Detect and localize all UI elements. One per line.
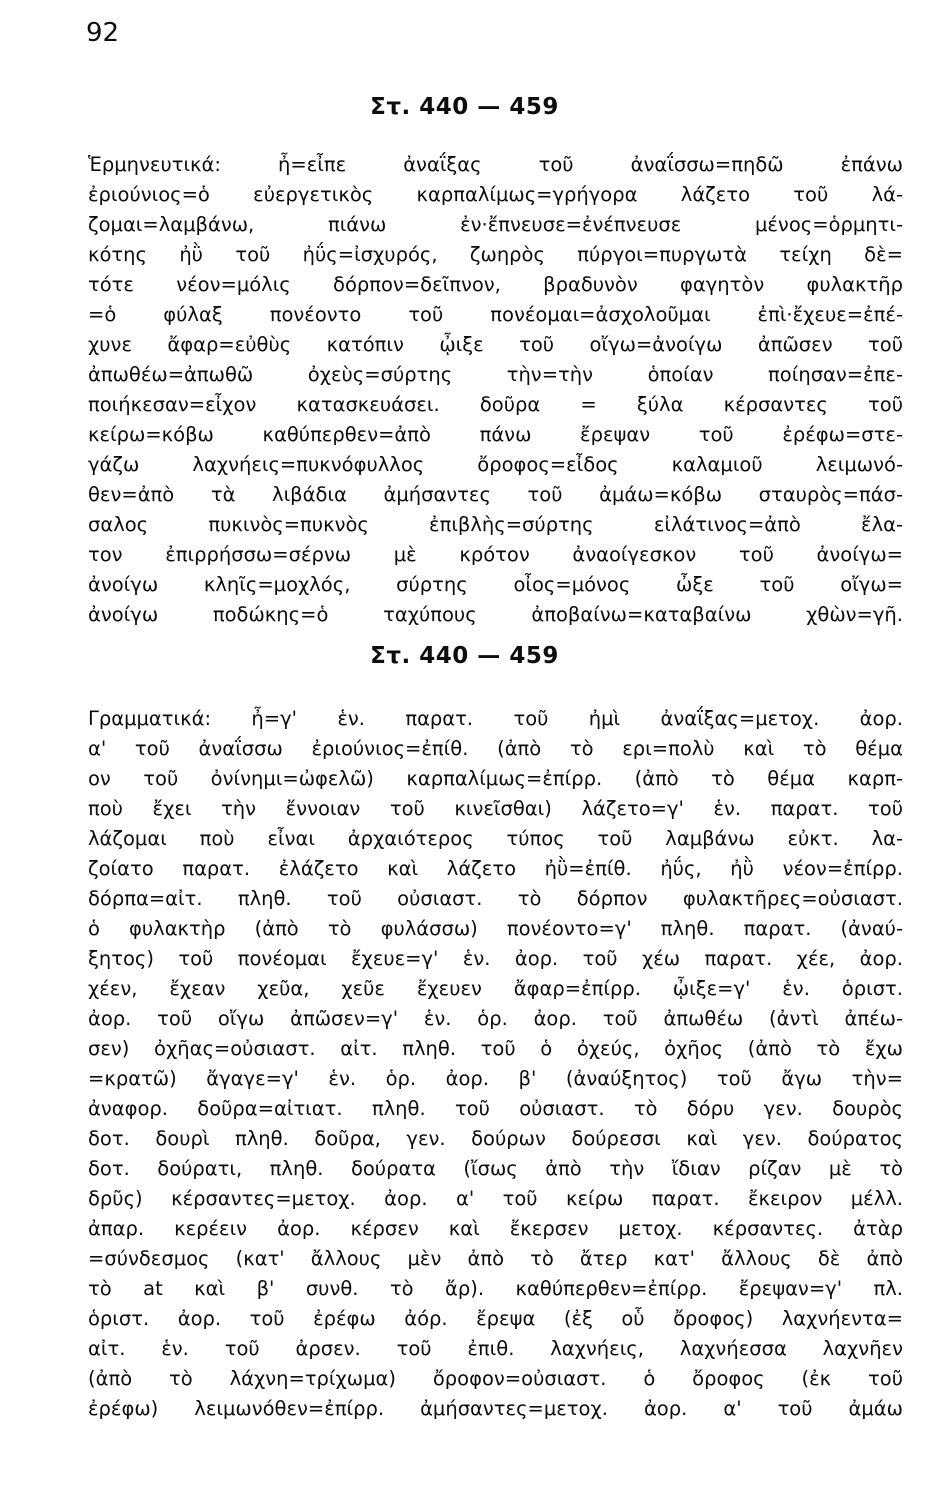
text-line: δοτ. δουρὶ πληθ. δοῦρα, γεν. δούρων δούρεσσι καὶ γεν. δούρατος xyxy=(88,1127,903,1150)
grammatical-notes-block xyxy=(88,704,903,1424)
text-line: τότε νέον=μόλις δόρπον=δεῖπνον, βραδυνὸν φαγητὸν φυλακτῆρ xyxy=(88,273,903,296)
text-line: ἀνοίγω κληῖς=μοχλός, σύρτης οἶος=μόνος ὦξε τοῦ οἴγω= xyxy=(88,573,903,596)
text-line: ἀορ. τοῦ οἴγω ἀπῶσεν=γ' ἑν. ὁρ. ἀορ. τοῦ ἀπωθέω (ἀντὶ ἀπέω- xyxy=(88,1007,903,1030)
text-line: ἀνοίγω ποδώκης=ὁ ταχύπους ἀποβαίνω=καταβαίνω χθὼν=γῆ. xyxy=(88,603,903,626)
text-line: τὸ at καὶ β' συνθ. τὸ ἄρ). καθύπερθεν=ἐπίρρ. ἔρεψαν=γ' πλ. xyxy=(88,1277,903,1300)
text-line: =ὁ φύλαξ πονέοντο τοῦ πονέομαι=ἀσχολοῦμαι ἐπὶ·ἔχευε=ἐπέ- xyxy=(88,303,903,326)
text-line: ἀναφορ. δοῦρα=αἰτιατ. πληθ. τοῦ οὐσιαστ. τὸ δόρυ γεν. δουρὸς xyxy=(88,1097,903,1120)
text-line: =κρατῶ) ἄγαγε=γ' ἑν. ὁρ. ἀορ. β' (ἀναύξητος) τοῦ ἄγω τὴν= xyxy=(88,1067,903,1090)
text-line: ὁριστ. ἀορ. τοῦ ἐρέφω ἀόρ. ἔρεψα (ἐξ οὗ ὄροφος) λαχνήεντα= xyxy=(88,1307,903,1330)
text-line: ἐρέφω) λειμωνόθεν=ἐπίρρ. ἀμήσαντες=μετοχ. ἀορ. α' τοῦ ἀμάω xyxy=(88,1397,903,1420)
text-line: θεν=ἀπὸ τὰ λιβάδια ἀμήσαντες τοῦ ἀμάω=κόβω σταυρὸς=πάσ- xyxy=(88,483,903,506)
text-line: αἰτ. ἑν. τοῦ ἀρσεν. τοῦ ἐπιθ. λαχνήεις, λαχνήεσσα λαχνῆεν xyxy=(88,1337,903,1360)
text-line: σεν) ὀχῆας=οὐσιαστ. αἰτ. πληθ. τοῦ ὁ ὀχεύς, ὀχῆος (ἀπὸ τὸ ἔχω xyxy=(88,1037,903,1060)
text-line: ποὺ ἔχει τὴν ἔννοιαν τοῦ κινεῖσθαι) λάζετο=γ' ἑν. παρατ. τοῦ xyxy=(88,797,903,820)
section-heading-verses: Στ. 440 — 459 xyxy=(370,94,559,120)
explanatory-notes-block xyxy=(88,150,903,630)
text-line: ζοίατο παρατ. ἐλάζετο καὶ λάζετο ἠῢ=ἐπίθ. ἠΰς, ἠῢ νέον=ἐπίρρ. xyxy=(88,857,903,880)
text-line: κότης ἠῢ τοῦ ἠΰς=ἰσχυρός, ζωηρὸς πύργοι=πυργωτὰ τείχη δὲ= xyxy=(88,243,903,266)
text-line: (ἀπὸ τὸ λάχνη=τρίχωμα) ὄροφον=οὐσιαστ. ὁ ὄροφος (ἐκ τοῦ xyxy=(88,1367,903,1390)
text-line: ἀπωθέω=ἀπωθῶ ὀχεὺς=σύρτης τὴν=τὴν ὁποίαν ποίησαν=ἐπε- xyxy=(88,363,903,386)
text-line: ἐριούνιος=ὁ εὐεργετικὸς καρπαλίμως=γρήγορα λάζετο τοῦ λά- xyxy=(88,183,903,206)
text-line: δόρπα=αἰτ. πληθ. τοῦ οὐσιαστ. τὸ δόρπον φυλακτῆρες=οὐσιαστ. xyxy=(88,887,903,910)
text-line: ον τοῦ ὀνίνημι=ὠφελῶ) καρπαλίμως=ἐπίρρ. (ἀπὸ τὸ θέμα καρπ- xyxy=(88,767,903,790)
text-line: σαλος πυκινὸς=πυκνὸς ἐπιβλὴς=σύρτης εἰλάτινος=ἀπὸ ἔλα- xyxy=(88,513,903,536)
text-line: λάζομαι ποὺ εἶναι ἀρχαιότερος τύπος τοῦ λαμβάνω εὐκτ. λα- xyxy=(88,827,903,850)
text-line: χυνε ἄφαρ=εὐθὺς κατόπιν ᾦιξε τοῦ οἴγω=ἀνοίγω ἀπῶσεν τοῦ xyxy=(88,333,903,356)
text-line: Ἑρμηνευτικά: ἦ=εἶπε ἀναΐξας τοῦ ἀναΐσσω=πηδῶ ἐπάνω xyxy=(88,153,903,176)
text-line: ζομαι=λαμβάνω, πιάνω ἐν·ἔπνευσε=ἐνέπνευσε μένος=ὁρμητι- xyxy=(88,213,903,236)
text-line: χέεν, ἔχεαν χεῦα, χεῦε ἔχευεν ἄφαρ=ἐπίρρ. ᾦιξε=γ' ἑν. ὁριστ. xyxy=(88,977,903,1000)
text-line: Γραμματικά: ἦ=γ' ἑν. παρατ. τοῦ ἠμὶ ἀναΐξας=μετοχ. ἀορ. xyxy=(88,707,903,730)
section-heading-verses: Στ. 440 — 459 xyxy=(370,643,559,669)
text-line: α' τοῦ ἀναΐσσω ἐριούνιος=ἐπίθ. (ἀπὸ τὸ ερι=πολὺ καὶ τὸ θέμα xyxy=(88,737,903,760)
page-number: 92 xyxy=(86,18,120,48)
text-line: ἀπαρ. κερέειν ἀορ. κέρσεν καὶ ἔκερσεν μετοχ. κέρσαντες. ἀτὰρ xyxy=(88,1217,903,1240)
text-line: κείρω=κόβω καθύπερθεν=ἀπὸ πάνω ἔρεψαν τοῦ ἐρέφω=στε- xyxy=(88,423,903,446)
text-line: ποιήκεσαν=εἶχον κατασκευάσει. δοῦρα = ξύλα κέρσαντες τοῦ xyxy=(88,393,903,416)
text-line: ὁ φυλακτὴρ (ἀπὸ τὸ φυλάσσω) πονέοντο=γ' πληθ. παρατ. (ἀναύ- xyxy=(88,917,903,940)
text-line: δρῦς) κέρσαντες=μετοχ. ἀορ. α' τοῦ κείρω παρατ. ἔκειρον μέλλ. xyxy=(88,1187,903,1210)
text-line: τον ἐπιρρήσσω=σέρνω μὲ κρότον ἀναοίγεσκον τοῦ ἀνοίγω= xyxy=(88,543,903,566)
text-line: ξητος) τοῦ πονέομαι ἔχευε=γ' ἑν. ἀορ. τοῦ χέω παρατ. χέε, ἀορ. xyxy=(88,947,903,970)
text-line: γάζω λαχνήεις=πυκνόφυλλος ὄροφος=εἶδος καλαμιοῦ λειμωνό- xyxy=(88,453,903,476)
text-line: =σύνδεσμος (κατ' ἄλλους μὲν ἀπὸ τὸ ἄτερ κατ' ἄλλους δὲ ἀπὸ xyxy=(88,1247,903,1270)
text-line: δοτ. δούρατι, πληθ. δούρατα (ἴσως ἀπὸ τὴν ἴδιαν ρίζαν μὲ τὸ xyxy=(88,1157,903,1180)
